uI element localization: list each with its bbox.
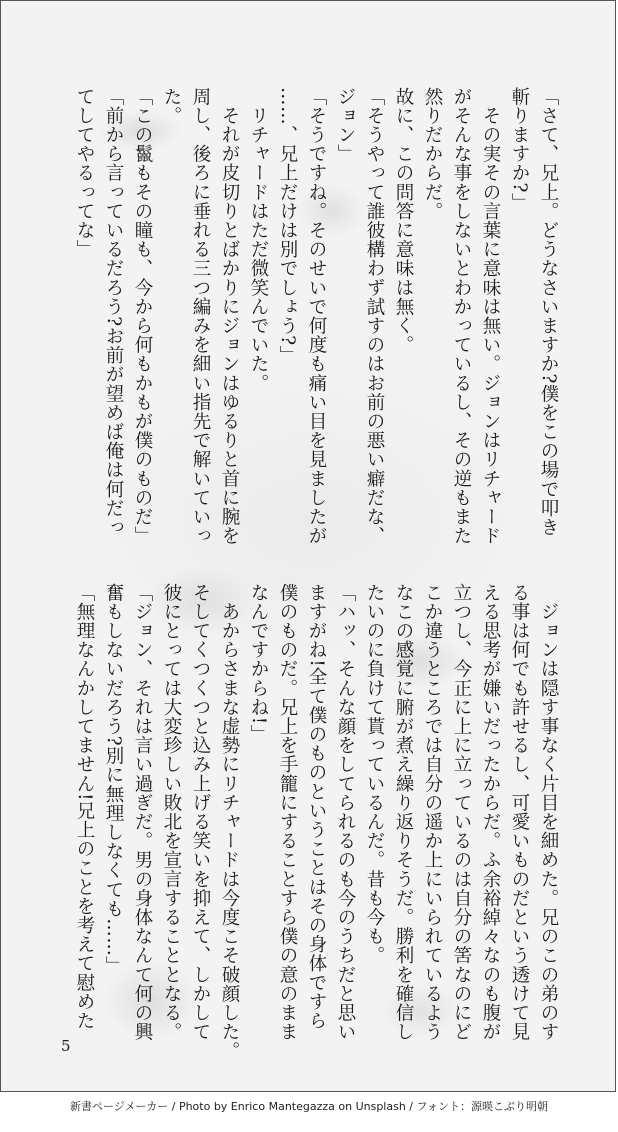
page-number: 5: [61, 1037, 71, 1055]
text-block-top: 「さて、兄上。どうなさいますか?僕をこの場で叩き 斬りますか?」 その実その言葉に意味は無い。ジョンはリチャード がそんな事をしないとわかっているし、その逆もまた 然りだからだ。 故に、この問答に意味は無く。 「そうやって誰彼構わず試すのはお前の悪い癖だな、 ジョン」 「そうですね。そのせいで何度も痛い目を見ましたが ……、兄上だけは別でしょう?」 リチャードはただ微笑んでいた。 それが皮切りとばかりにジョンはゆるりと首に腕を 周し、後ろに垂れる三つ編みを細い指先で解いていっ た。 「この鬣もその瞳も、今から何もかもが僕のものだ」 「前から言っているだろう?お前が望めば俺は何だっ てしてやるってな」: [74, 87, 559, 546]
text-block-bottom: ジョンは隠す事なく片目を細めた。兄のこの弟のす る事は何でも許せるし、可愛いものだという透けて見 える思考が嫌いだったからだ。ふ余裕綽々なのも腹が 立つし、今正に上に立っているのは自分の筈なのにど こか違うところでは自分の遥か上にいられているよう なこの感覚に腑が煮え繰り返りそうだ。勝利を確信し たいのに負けて貰っているんだ。昔も今も。 「ハッ、そんな顔をしてられるのも今のうちだと思い ますがね!全て僕のものということはその身体ですら 僕のものだ。兄上を手籠にすることすら僕の意のまま なんですからね!」 あからさまな虚勢にリチャードは今度こそ破顔した。 そしてくつくつと込み上げる笑いを抑えて、しかして 彼にとっては大変珍しい敗北を宣言することとなる。 「ジョン、それは言い過ぎだ。男の身体なんて何の興 奮もしないだろう?別に無理しなくても……」 「無理なんかしてません!兄上のことを考えて慰めた: [74, 583, 559, 1061]
footer-credit: 新書ページメーカー / Photo by Enrico Mantegazza on Unsplash / フォント：源暎こぶり明朝: [70, 1100, 548, 1113]
